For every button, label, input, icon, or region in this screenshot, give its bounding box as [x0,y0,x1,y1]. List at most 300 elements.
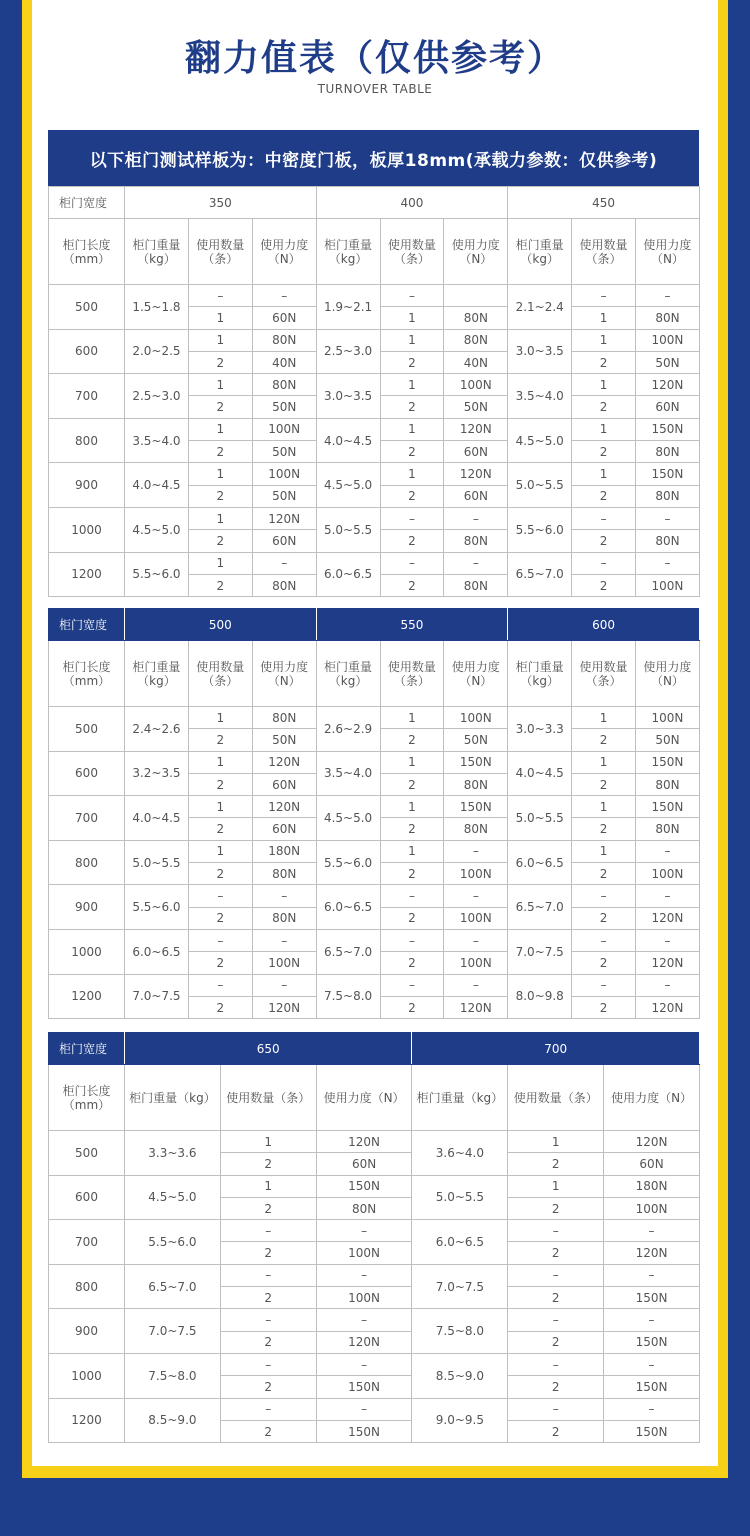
header-weight: 柜门重量（kg） [508,219,572,285]
force-cell: – [444,840,508,862]
force-cell: 120N [444,996,508,1018]
qty-cell: 2 [188,729,252,751]
length-cell: 500 [49,1131,125,1176]
weight-cell: 3.5~4.0 [316,751,380,796]
info-banner: 以下柜门测试样板为：中密度门板，板厚18mm(承载力参数：仅供参考) [48,130,699,186]
length-cell: 1000 [49,1353,125,1398]
qty-cell: 1 [572,329,636,351]
width-value-450: 450 [508,187,700,219]
qty-cell: 2 [572,574,636,596]
page-title: 翻力值表（仅供参考） [184,38,565,79]
qty-cell: 2 [572,530,636,552]
header-force: 使用力度（N） [252,641,316,707]
qty-cell: 2 [572,441,636,463]
weight-cell: 3.5~4.0 [508,374,572,419]
qty-cell: 1 [188,751,252,773]
weight-cell: 5.5~6.0 [125,552,189,597]
header-force: 使用力度（N） [636,219,700,285]
force-cell: 80N [444,530,508,552]
header-length: 柜门长度（mm） [49,1065,125,1131]
weight-cell: 3.3~3.6 [125,1131,221,1176]
force-cell: 80N [316,1197,412,1219]
force-cell: 120N [252,507,316,529]
qty-cell: 2 [380,574,444,596]
force-cell: 80N [252,863,316,885]
force-cell: 100N [636,329,700,351]
qty-cell: 2 [572,773,636,795]
force-cell: 40N [252,351,316,373]
qty-cell: 2 [380,485,444,507]
qty-cell: 2 [380,952,444,974]
qty-cell: 2 [572,996,636,1018]
force-cell: – [604,1398,700,1420]
table-row [49,1398,700,1420]
force-cell: 180N [604,1175,700,1197]
qty-cell: 2 [380,773,444,795]
weight-cell: 4.5~5.0 [125,1175,221,1220]
weight-cell: 6.0~6.5 [508,840,572,885]
header-qty: 使用数量（条） [508,1065,604,1131]
qty-cell: 1 [380,707,444,729]
length-cell: 900 [49,1309,125,1354]
force-cell: 80N [252,574,316,596]
force-cell: – [316,1220,412,1242]
qty-cell: 1 [380,418,444,440]
table-row [49,796,700,818]
force-table-2 [48,608,700,1019]
table-row [49,418,700,440]
qty-cell: 1 [380,840,444,862]
force-cell: – [636,552,700,574]
length-cell: 1200 [49,974,125,1019]
weight-cell: 6.5~7.0 [508,552,572,597]
weight-cell: 5.0~5.5 [508,463,572,508]
qty-cell: 2 [188,907,252,929]
weight-cell: 1.5~1.8 [125,285,189,330]
qty-cell: 1 [508,1131,604,1153]
force-cell: – [444,974,508,996]
qty-cell: – [220,1264,316,1286]
table-row [49,1353,700,1375]
force-cell: 80N [252,907,316,929]
weight-cell: 5.5~6.0 [508,507,572,552]
weight-cell: 6.0~6.5 [316,552,380,597]
qty-cell: 2 [572,818,636,840]
force-cell: 80N [444,307,508,329]
force-cell: 80N [636,307,700,329]
qty-cell: – [572,507,636,529]
qty-cell: – [380,974,444,996]
width-row [49,1033,700,1065]
header-weight: 柜门重量（kg） [316,641,380,707]
weight-cell: 4.5~5.0 [316,463,380,508]
table-row [49,1309,700,1331]
force-cell: 60N [252,307,316,329]
length-cell: 800 [49,418,125,463]
table-row [49,1175,700,1197]
force-cell: 100N [636,863,700,885]
length-cell: 600 [49,1175,125,1220]
force-cell: 50N [252,396,316,418]
qty-cell: 1 [188,463,252,485]
table-row [49,751,700,773]
qty-cell: – [380,285,444,307]
force-cell: 150N [604,1376,700,1398]
weight-cell: 5.5~6.0 [125,1220,221,1265]
qty-cell: 2 [380,996,444,1018]
qty-cell: 2 [572,863,636,885]
length-cell: 500 [49,707,125,752]
weight-cell: 3.0~3.5 [316,374,380,419]
qty-cell: 1 [380,329,444,351]
weight-cell: 3.2~3.5 [125,751,189,796]
force-cell: 60N [444,441,508,463]
qty-cell: 1 [572,418,636,440]
qty-cell: – [188,885,252,907]
qty-cell: 2 [188,818,252,840]
qty-cell: – [572,285,636,307]
width-label: 柜门宽度 [49,1033,125,1065]
force-cell: 50N [252,485,316,507]
qty-cell: – [508,1398,604,1420]
force-cell: 100N [444,374,508,396]
weight-cell: 3.5~4.0 [125,418,189,463]
qty-cell: 2 [220,1331,316,1353]
weight-cell: 9.0~9.5 [412,1398,508,1443]
force-cell: – [604,1264,700,1286]
qty-cell: – [508,1264,604,1286]
force-cell: 120N [604,1242,700,1264]
force-cell: 120N [444,463,508,485]
weight-cell: 3.0~3.3 [508,707,572,752]
qty-cell: 2 [380,396,444,418]
table-row [49,463,700,485]
qty-cell: 2 [188,952,252,974]
weight-cell: 5.0~5.5 [412,1175,508,1220]
header-force: 使用力度（N） [636,641,700,707]
width-value-550: 550 [316,609,508,641]
force-cell: 80N [636,818,700,840]
force-cell: 60N [316,1153,412,1175]
force-cell: 150N [636,418,700,440]
header-weight: 柜门重量（kg） [125,641,189,707]
qty-cell: 1 [572,707,636,729]
force-cell: – [636,840,700,862]
qty-cell: 1 [380,374,444,396]
weight-cell: 2.5~3.0 [125,374,189,419]
weight-cell: 4.0~4.5 [125,796,189,841]
weight-cell: 6.5~7.0 [125,1264,221,1309]
qty-cell: 2 [508,1153,604,1175]
qty-cell: 1 [188,507,252,529]
force-cell: 150N [316,1376,412,1398]
length-cell: 1000 [49,929,125,974]
force-cell: 100N [316,1242,412,1264]
table-row [49,329,700,351]
length-cell: 1200 [49,552,125,597]
weight-cell: 4.0~4.5 [316,418,380,463]
force-cell: 120N [636,374,700,396]
force-cell: 50N [444,396,508,418]
table-row [49,374,700,396]
force-cell: 50N [636,729,700,751]
header-qty: 使用数量（条） [572,641,636,707]
qty-cell: 1 [188,418,252,440]
weight-cell: 7.5~8.0 [412,1309,508,1354]
force-cell: – [252,974,316,996]
weight-cell: 8.5~9.0 [125,1398,221,1443]
force-cell: 100N [444,952,508,974]
qty-cell: 2 [572,396,636,418]
qty-cell: – [380,507,444,529]
qty-cell: 1 [220,1131,316,1153]
header-weight: 柜门重量（kg） [508,641,572,707]
weight-cell: 2.0~2.5 [125,329,189,374]
force-cell: 100N [316,1287,412,1309]
force-cell: 60N [252,818,316,840]
force-cell [444,285,508,307]
force-cell: 80N [444,574,508,596]
length-cell: 1200 [49,1398,125,1443]
weight-cell: 4.5~5.0 [508,418,572,463]
qty-cell: 2 [188,996,252,1018]
qty-cell: 2 [188,863,252,885]
force-cell: 150N [604,1420,700,1442]
force-cell: 150N [636,751,700,773]
force-cell: – [316,1309,412,1331]
length-cell: 600 [49,329,125,374]
force-cell: 100N [444,907,508,929]
qty-cell: – [572,974,636,996]
column-header-row [49,219,700,285]
table-row [49,840,700,862]
force-cell: – [444,552,508,574]
force-cell: – [316,1353,412,1375]
force-cell: 80N [252,707,316,729]
qty-cell: 1 [572,840,636,862]
column-header-row [49,641,700,707]
force-cell: 60N [444,485,508,507]
force-cell: 100N [252,952,316,974]
force-cell: 100N [252,418,316,440]
qty-cell: 2 [508,1242,604,1264]
header-qty: 使用数量（条） [220,1065,316,1131]
qty-cell: 1 [188,707,252,729]
qty-cell: 2 [508,1331,604,1353]
force-cell: 80N [444,329,508,351]
weight-cell: 7.0~7.5 [125,1309,221,1354]
qty-cell: 2 [220,1197,316,1219]
length-cell: 700 [49,374,125,419]
qty-cell: 1 [508,1175,604,1197]
weight-cell: 5.5~6.0 [316,840,380,885]
force-cell: 120N [444,418,508,440]
width-value-650: 650 [125,1033,412,1065]
force-cell: 150N [316,1175,412,1197]
qty-cell: 1 [188,796,252,818]
weight-cell: 2.1~2.4 [508,285,572,330]
length-cell: 800 [49,840,125,885]
qty-cell: 2 [188,773,252,795]
page-subtitle: TURNOVER TABLE [317,82,433,96]
force-cell: – [444,507,508,529]
qty-cell: 2 [572,729,636,751]
force-cell: – [444,885,508,907]
qty-cell: 1 [572,374,636,396]
force-cell: 180N [252,840,316,862]
weight-cell: 2.5~3.0 [316,329,380,374]
force-cell: 40N [444,351,508,373]
qty-cell: 2 [188,530,252,552]
qty-cell: – [572,552,636,574]
qty-cell: 1 [188,329,252,351]
width-value-350: 350 [125,187,317,219]
weight-cell: 1.9~2.1 [316,285,380,330]
force-cell: 80N [252,374,316,396]
force-cell: 80N [252,329,316,351]
force-cell: 50N [252,729,316,751]
force-cell: – [252,929,316,951]
qty-cell: 1 [572,796,636,818]
force-cell: – [604,1353,700,1375]
qty-cell: – [380,885,444,907]
weight-cell: 7.0~7.5 [508,929,572,974]
force-cell: 150N [636,796,700,818]
qty-cell: 2 [220,1287,316,1309]
header-weight: 柜门重量（kg） [125,219,189,285]
weight-cell: 2.4~2.6 [125,707,189,752]
qty-cell: 1 [380,751,444,773]
force-table-3 [48,1032,700,1443]
qty-cell: – [188,929,252,951]
qty-cell: – [220,1398,316,1420]
qty-cell: 2 [380,907,444,929]
length-cell: 500 [49,285,125,330]
weight-cell: 8.5~9.0 [412,1353,508,1398]
table-row [49,974,700,996]
length-cell: 800 [49,1264,125,1309]
qty-cell: 2 [508,1197,604,1219]
qty-cell: – [380,552,444,574]
width-value-400: 400 [316,187,508,219]
weight-cell: 4.0~4.5 [508,751,572,796]
weight-cell: 6.0~6.5 [125,929,189,974]
qty-cell: 2 [188,485,252,507]
force-cell: 150N [444,751,508,773]
force-cell: – [636,285,700,307]
force-cell: 60N [252,773,316,795]
force-cell: 50N [252,441,316,463]
force-cell: 60N [636,396,700,418]
qty-cell: – [188,285,252,307]
weight-cell: 4.5~5.0 [316,796,380,841]
force-cell: 120N [604,1131,700,1153]
qty-cell: – [508,1353,604,1375]
force-cell: 120N [636,952,700,974]
qty-cell: – [188,974,252,996]
force-cell: – [604,1309,700,1331]
qty-cell: 1 [188,552,252,574]
table-row [49,929,700,951]
weight-cell: 5.0~5.5 [125,840,189,885]
qty-cell: 2 [572,952,636,974]
qty-cell: 1 [188,374,252,396]
header-force: 使用力度（N） [604,1065,700,1131]
force-cell: 50N [636,351,700,373]
width-row [49,187,700,219]
qty-cell: 1 [572,751,636,773]
header-qty: 使用数量（条） [380,219,444,285]
header-force: 使用力度（N） [316,1065,412,1131]
qty-cell: – [508,1220,604,1242]
qty-cell: 2 [380,818,444,840]
weight-cell: 3.6~4.0 [412,1131,508,1176]
weight-cell: 4.0~4.5 [125,463,189,508]
qty-cell: 1 [572,463,636,485]
qty-cell: – [508,1309,604,1331]
qty-cell: 2 [188,441,252,463]
force-cell: 120N [252,796,316,818]
force-cell: 100N [444,707,508,729]
weight-cell: 3.0~3.5 [508,329,572,374]
qty-cell: 2 [220,1420,316,1442]
force-cell: 150N [604,1331,700,1353]
width-label: 柜门宽度 [49,187,125,219]
force-cell: 120N [316,1131,412,1153]
qty-cell: 2 [380,863,444,885]
force-cell: 80N [636,773,700,795]
force-cell: 100N [444,863,508,885]
force-cell: – [444,929,508,951]
header-qty: 使用数量（条） [188,641,252,707]
qty-cell: 1 [572,307,636,329]
column-header-row [49,1065,700,1131]
header-qty: 使用数量（条） [188,219,252,285]
force-cell: 150N [316,1420,412,1442]
force-cell: 50N [444,729,508,751]
weight-cell: 7.0~7.5 [125,974,189,1019]
force-cell: 120N [636,907,700,929]
weight-cell: 7.0~7.5 [412,1264,508,1309]
qty-cell: 2 [572,907,636,929]
weight-cell: 5.5~6.0 [125,885,189,930]
header-weight: 柜门重量（kg） [412,1065,508,1131]
qty-cell: 1 [188,307,252,329]
qty-cell: – [220,1309,316,1331]
weight-cell: 2.6~2.9 [316,707,380,752]
length-cell: 700 [49,796,125,841]
qty-cell: 2 [380,441,444,463]
width-value-500: 500 [125,609,317,641]
bottom-stripe [22,1468,728,1478]
qty-cell: – [220,1220,316,1242]
table-row [49,707,700,729]
force-cell: 100N [604,1197,700,1219]
length-cell: 700 [49,1220,125,1265]
force-cell: 80N [636,441,700,463]
weight-cell: 6.5~7.0 [508,885,572,930]
force-cell: 100N [636,707,700,729]
weight-cell: 5.0~5.5 [316,507,380,552]
qty-cell: 2 [188,396,252,418]
qty-cell: – [572,929,636,951]
qty-cell: 2 [508,1287,604,1309]
header-force: 使用力度（N） [444,219,508,285]
force-cell: 60N [604,1153,700,1175]
force-cell: 60N [252,530,316,552]
width-value-700: 700 [412,1033,699,1065]
table-row [49,1131,700,1153]
